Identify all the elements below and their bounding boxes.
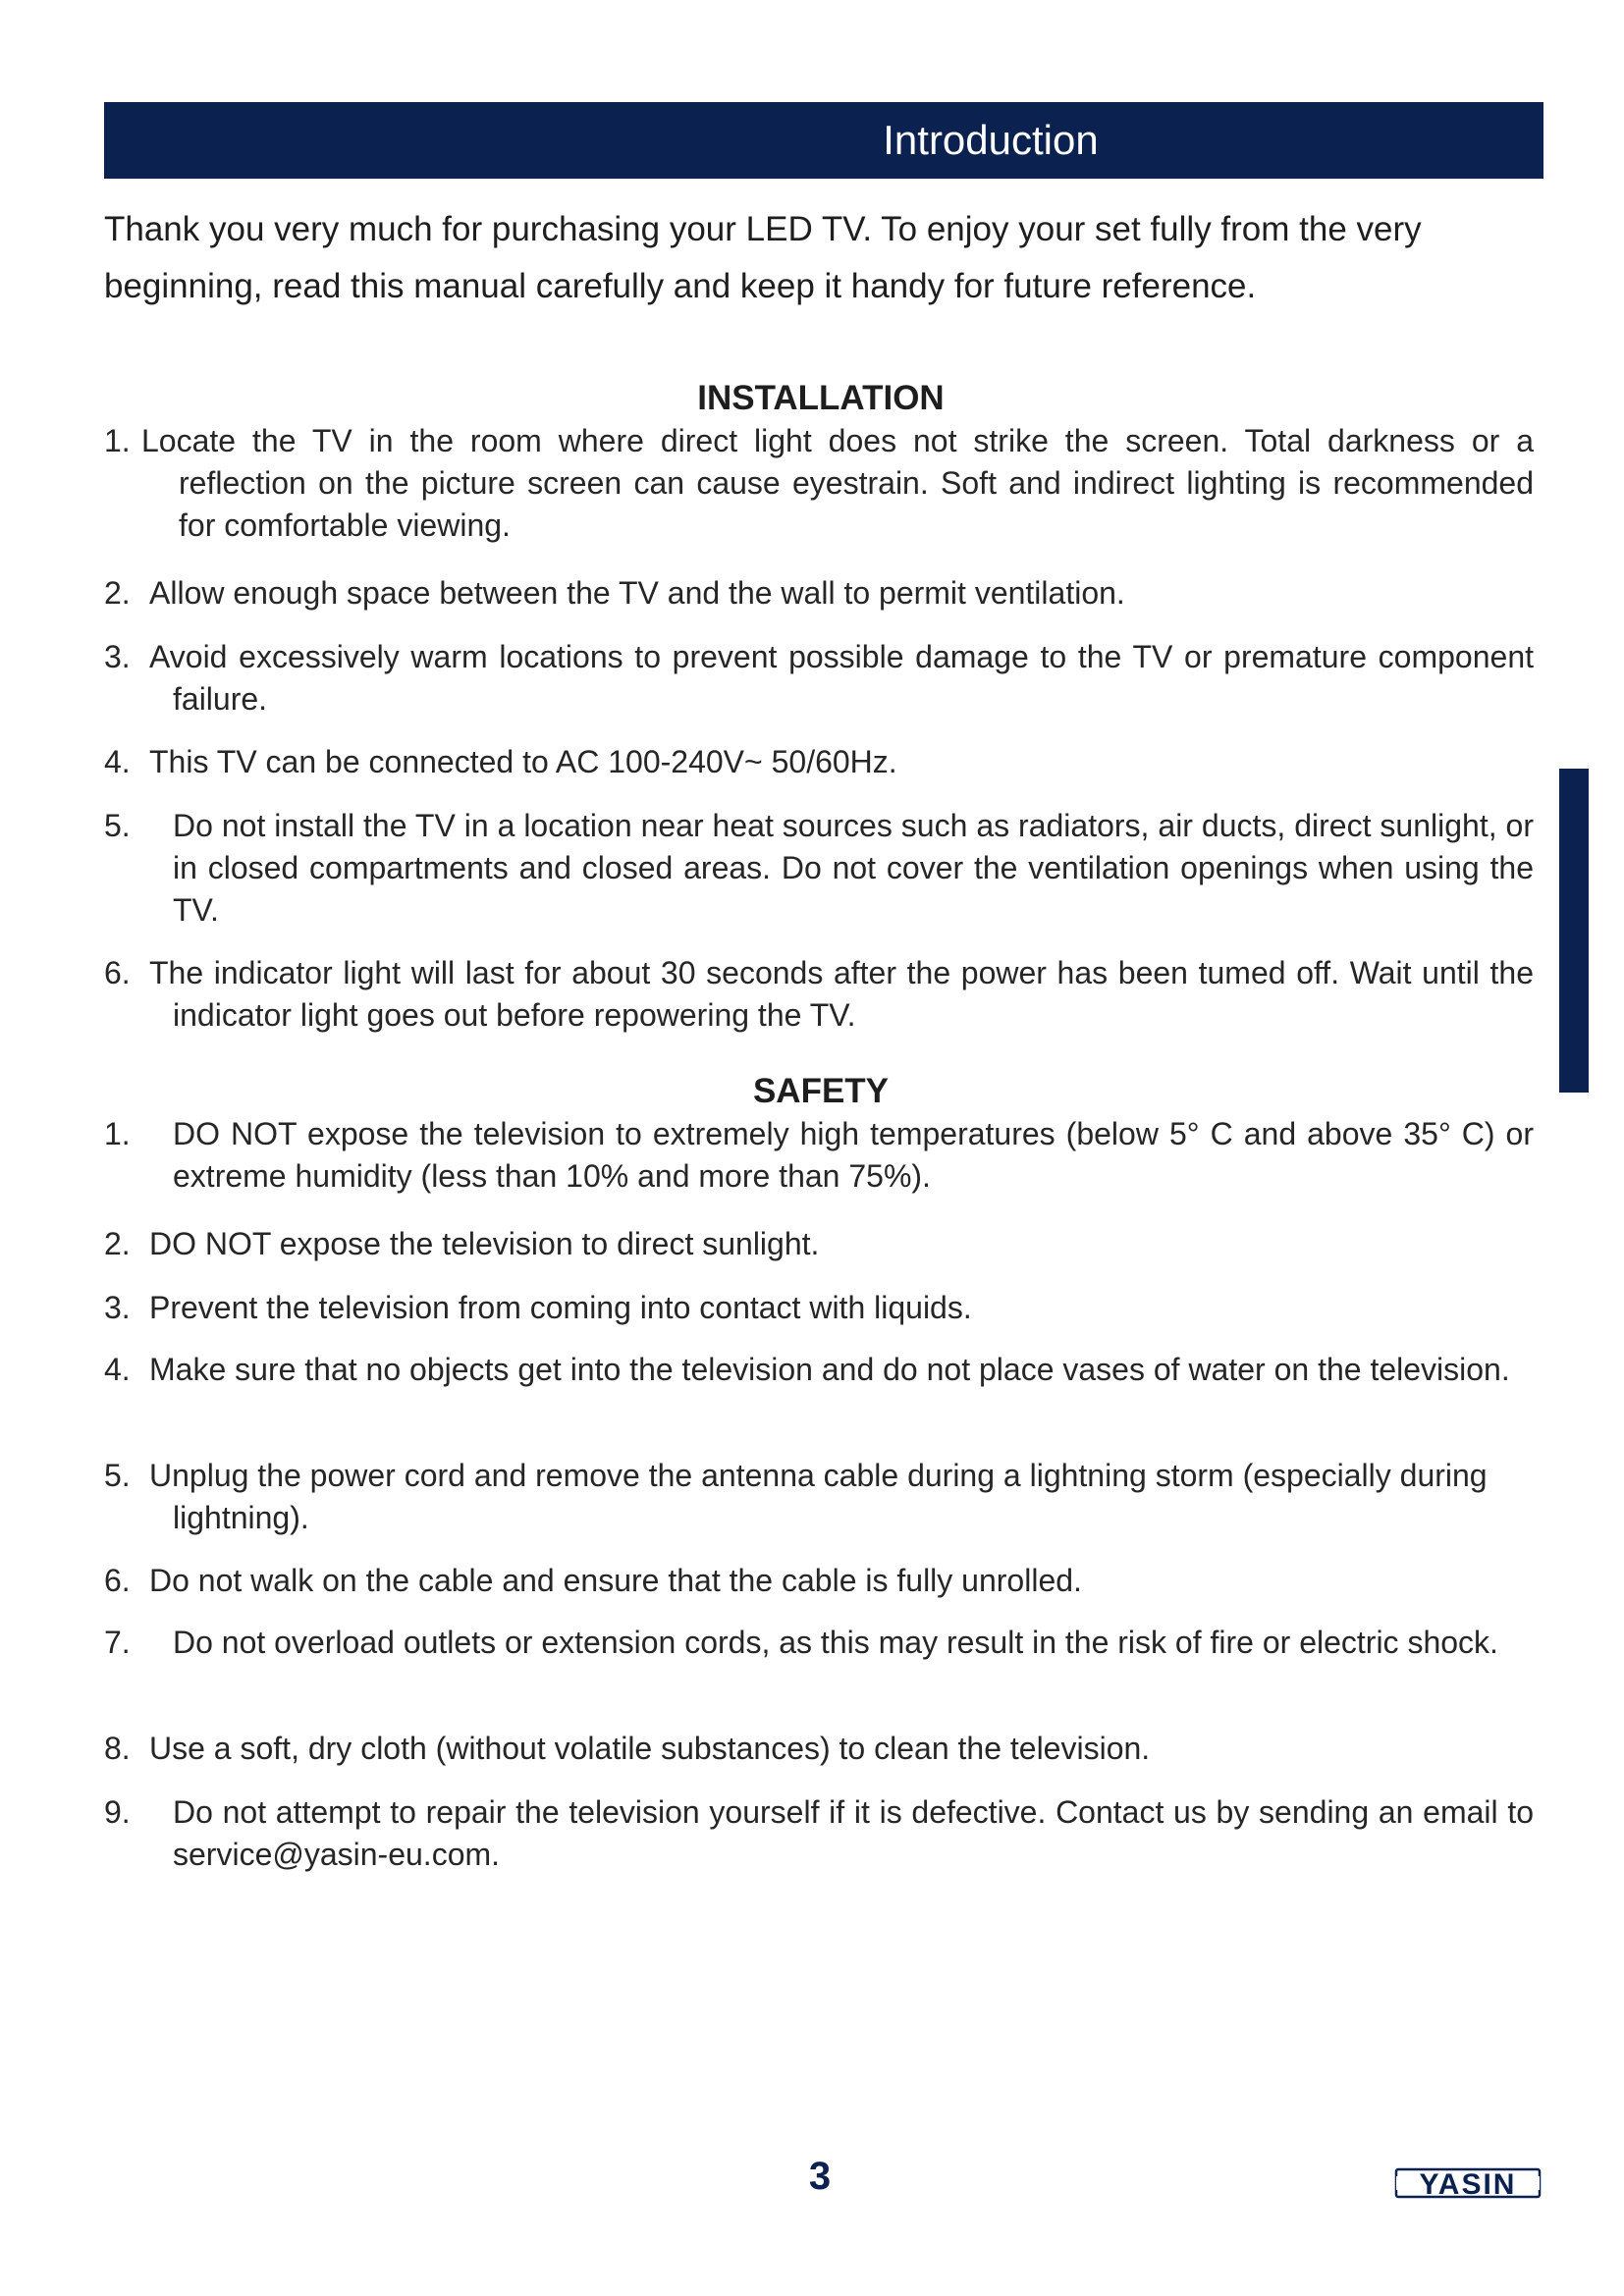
list-number: 8. [104, 1731, 131, 1766]
logo-text: YASIN [1419, 2168, 1517, 2200]
safety-item [104, 1287, 1534, 1329]
list-text: Unplug the power cord and remove the antenna cable during a lightning storm (especially during lightning). [149, 1458, 1488, 1535]
safety-item [104, 1113, 1534, 1198]
safety-heading: SAFETY [752, 1072, 890, 1110]
yasin-logo [1394, 2166, 1542, 2200]
safety-item [104, 1560, 1534, 1602]
list-number: 6. [104, 1563, 131, 1598]
safety-item [104, 1791, 1534, 1876]
list-number: 4. [104, 1352, 131, 1387]
list-text: Do not install the TV in a location near heat sources such as radiators, air ducts, direct sunlight, or in closed compartments and closed areas. Do not cover the ventilation openings when using the TV. [173, 808, 1534, 928]
list-text: Avoid excessively warm locations to prevent possible damage to the TV or premature component failure. [149, 639, 1534, 717]
installation-item [104, 805, 1534, 932]
list-text: Prevent the television from coming into contact with liquids. [149, 1290, 972, 1325]
list-number: 5. [104, 808, 131, 843]
list-text: DO NOT expose the television to extremely high temperatures (below 5° C and above 35° C) or extreme humidity (less than 10% and more than 75%). [173, 1116, 1534, 1194]
list-number: 9. [104, 1794, 131, 1830]
list-number: 3. [104, 1290, 131, 1325]
installation-item [104, 636, 1534, 721]
list-text: Do not attempt to repair the television yourself if it is defective. Contact us by sending an email to service@yasin-eu.com. [173, 1794, 1534, 1872]
section-header-bar [104, 102, 1543, 179]
installation-item [104, 572, 1534, 614]
list-number: 2. [104, 575, 131, 611]
installation-item [104, 420, 1534, 547]
safety-item [104, 1349, 1534, 1391]
page-number: 3 [808, 2155, 832, 2198]
section-side-tab [1559, 769, 1589, 1093]
list-text: Make sure that no objects get into the television and do not place vases of water on the television. [149, 1352, 1510, 1387]
safety-item [104, 1223, 1534, 1265]
list-text: Allow enough space between the TV and the wall to permit ventilation. [149, 575, 1125, 611]
installation-item [104, 952, 1534, 1037]
list-number: 1. [104, 423, 131, 458]
list-text: This TV can be connected to AC 100-240V~ 50/60Hz. [149, 744, 897, 779]
list-number: 1. [104, 1116, 131, 1151]
list-text: Do not walk on the cable and ensure that the cable is fully unrolled. [149, 1563, 1082, 1598]
safety-item [104, 1455, 1534, 1539]
installation-item [104, 741, 1534, 783]
list-text: Locate the TV in the room where direct light does not strike the screen. Total darkness or a reflection on the picture screen can cause eyestrain. Soft and indirect lighting is recommended for comfortable viewing. [141, 423, 1534, 543]
safety-item [104, 1728, 1534, 1770]
section-title-introduction: Introduction [883, 117, 1099, 163]
safety-item [104, 1622, 1534, 1664]
list-number: 6. [104, 955, 131, 990]
list-text: The indicator light will last for about 30 seconds after the power has been tumed off. Wait until the indicator light goes out before repowering the TV. [149, 955, 1534, 1033]
list-number: 3. [104, 639, 131, 674]
intro-paragraph: Thank you very much for purchasing your LED TV. To enjoy your set fully from the very beginning, read this manual carefully and keep it handy for future reference. [104, 210, 1422, 305]
list-number: 5. [104, 1458, 131, 1493]
list-text: Use a soft, dry cloth (without volatile substances) to clean the television. [149, 1731, 1151, 1766]
installation-heading: INSTALLATION [697, 379, 945, 417]
list-number: 4. [104, 744, 131, 779]
list-text: DO NOT expose the television to direct sunlight. [149, 1226, 820, 1261]
list-number: 2. [104, 1226, 131, 1261]
list-number: 7. [104, 1625, 131, 1660]
list-text: Do not overload outlets or extension cords, as this may result in the risk of fire or electric shock. [173, 1625, 1498, 1660]
